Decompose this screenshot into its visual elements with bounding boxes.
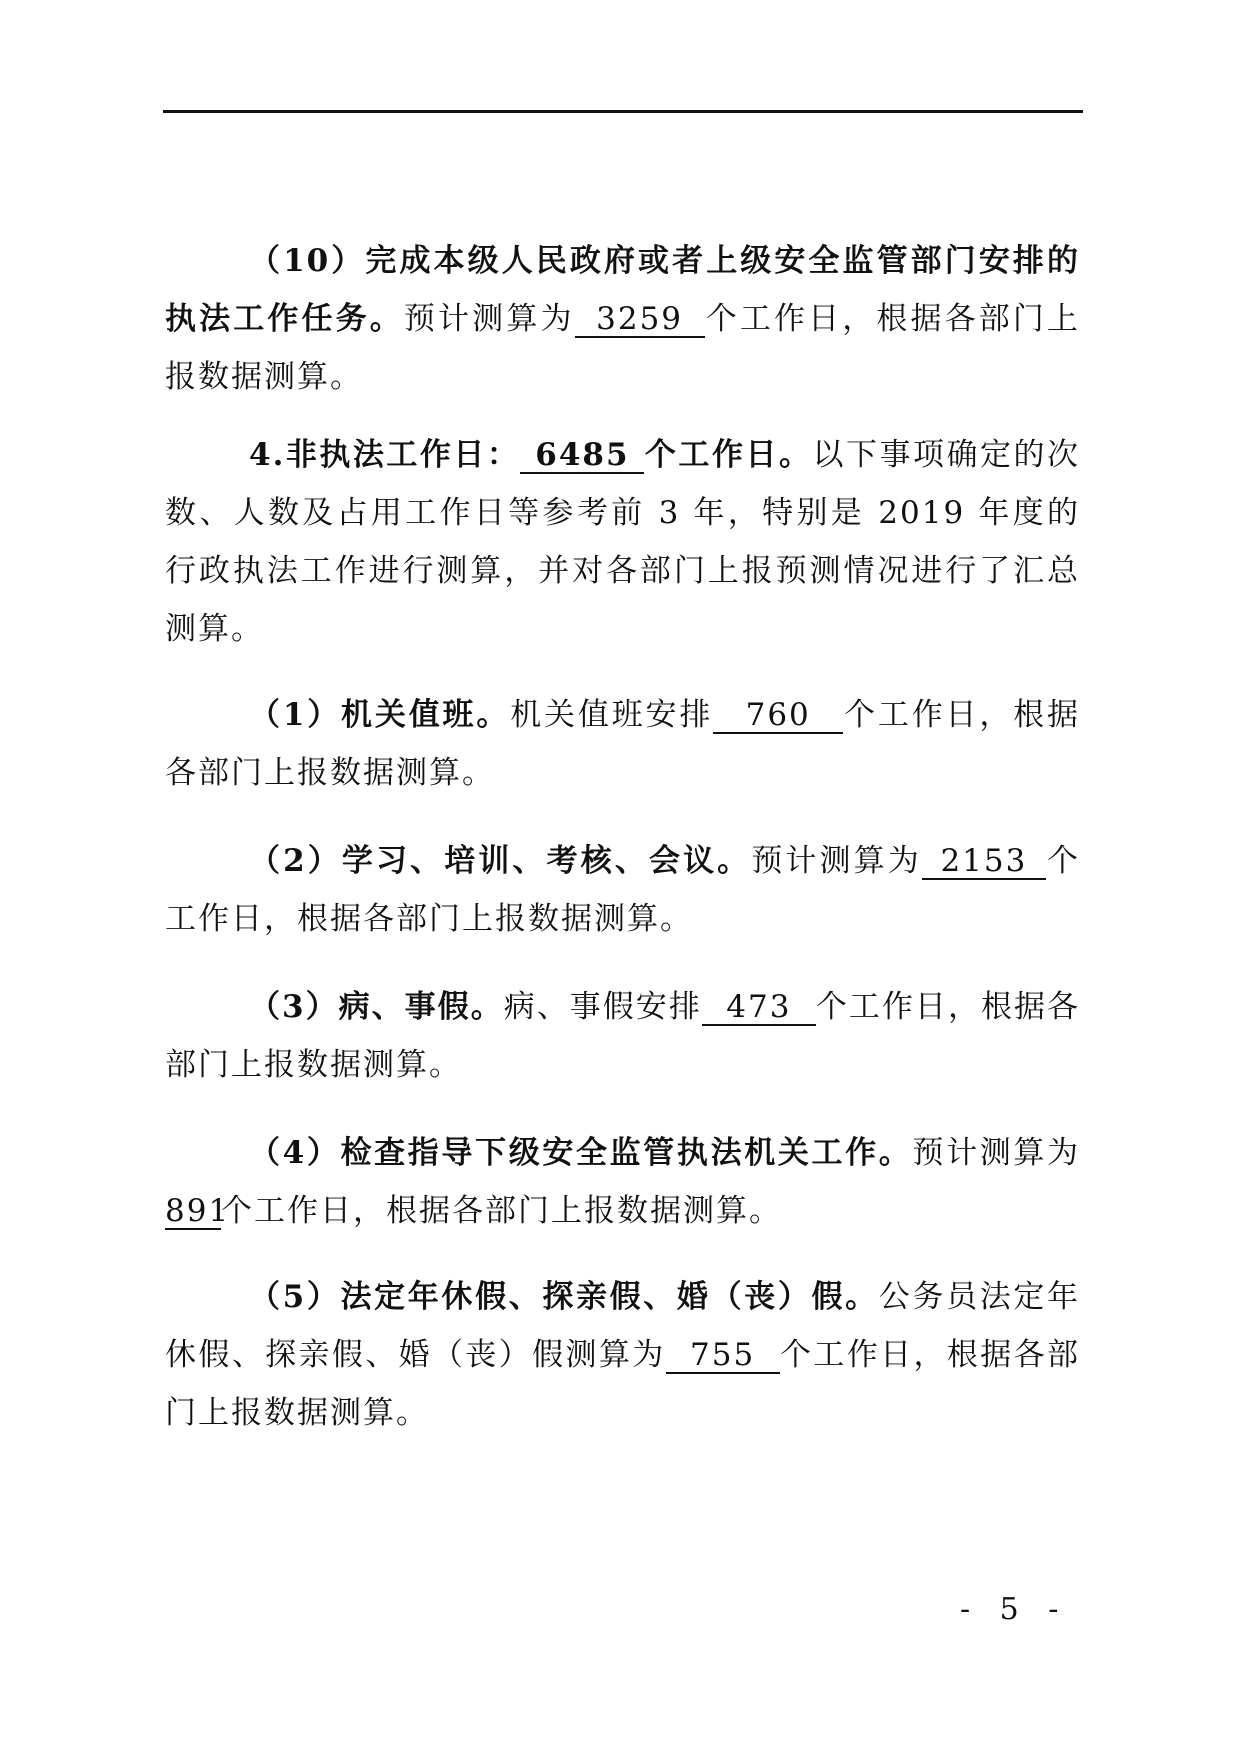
paragraph-text: 病、事假安排 [503,989,702,1025]
workday-value: 6485 [520,438,644,474]
workday-value: 760 [713,698,843,734]
paragraph-text: 预计测算为 [403,301,575,337]
paragraph-text: 预计测算为 [751,843,922,879]
paragraph-text: 个工作日，根据各部门上报数据测算。 [165,843,1081,937]
paragraph-heading: 4.非执法工作日： [249,437,521,473]
paragraph-text: 公务员法定年休假、探亲假、婚（丧）假测算为 [165,1279,1080,1373]
workday-value: 3259 [575,302,705,338]
paragraph-2-training-meetings [165,832,1080,948]
paragraph-text: 个工作日，根据各部门上报数据测算。 [165,301,1081,395]
workday-value: 2153 [922,844,1046,880]
page-number: - 5 - [960,1592,1069,1627]
paragraph-text: 个工作日，根据各部门上报数据测算。 [165,989,1081,1083]
workday-value: 891 [165,1193,231,1229]
workday-value: 755 [666,1338,780,1374]
paragraph-text: 预计测算为 [912,1135,1080,1171]
paragraph-text: 以下事项确定的次数、人数及占用工作日等参考前 3 年，特别是 2019 年度的行政执法工作进行测算，并对各部门上报预测情况进行了汇总测算。 [165,437,1081,647]
paragraph-heading: （5）法定年休假、探亲假、婚（丧）假。 [249,1279,879,1315]
paragraph-10-enforcement-tasks [165,232,1080,406]
paragraph-heading: （3）病、事假。 [249,989,504,1025]
paragraph-heading: （10）完成本级人民政府或者上级安全监管部门安排的执法工作任务。 [165,243,1080,337]
header-rule [163,110,1083,113]
paragraph-heading: （2）学习、培训、考核、会议。 [249,843,752,879]
paragraph-text: 个工作日，根据各部门上报数据测算。 [165,697,1081,791]
paragraph-3-sick-leave [165,978,1080,1094]
paragraph-heading: 个工作日。 [644,437,813,473]
paragraph-heading: （4）检查指导下级安全监管执法机关工作。 [249,1135,913,1171]
paragraph-1-office-duty [165,686,1080,802]
workday-value: 473 [702,990,816,1026]
paragraph-5-statutory-leave [165,1268,1080,1442]
paragraph-4-inspect-subordinates [165,1124,1080,1240]
paragraph-heading: （1）机关值班。 [249,697,511,733]
paragraph-text: 机关值班安排 [510,697,714,733]
paragraph-text: 个工作日，根据各部门上报数据测算。 [165,1337,1080,1431]
paragraph-4-non-enforcement-workdays [165,426,1080,658]
paragraph-text: 个工作日，根据各部门上报数据测算。 [221,1193,782,1229]
